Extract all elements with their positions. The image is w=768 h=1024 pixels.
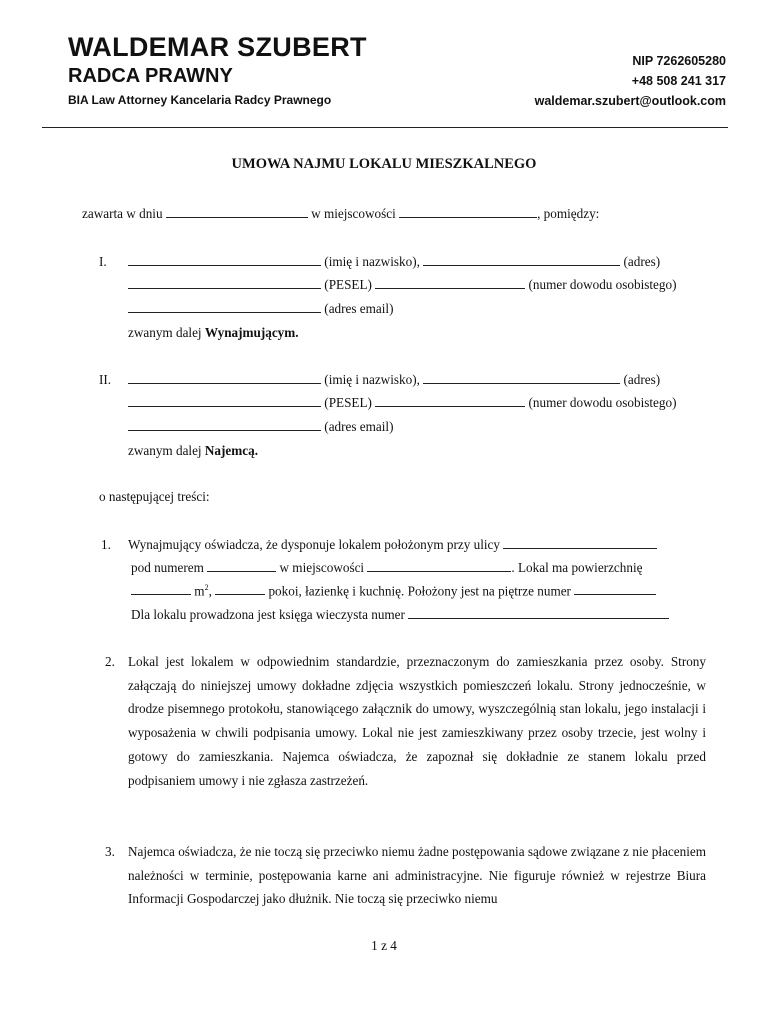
called-prefix: zwanym dalej [128, 325, 202, 340]
email-address: waldemar.szubert@outlook.com [534, 94, 726, 108]
street-blank[interactable] [503, 539, 657, 549]
page-number: 1 z 4 [371, 938, 397, 953]
intro-place-label: w miejscowości [311, 206, 396, 221]
clause1-line3 [131, 583, 656, 599]
called-prefix: zwanym dalej [128, 443, 202, 458]
email-label: (adres email) [324, 301, 394, 316]
clause1-land-register-text: Dla lokalu prowadzona jest księga wieczysta numer [131, 607, 405, 622]
address-blank[interactable] [423, 374, 620, 384]
content-intro: o następującej treści: [99, 489, 210, 504]
intro-date-label: zawarta w dniu [82, 206, 163, 221]
party-pesel-line [128, 395, 677, 411]
nip-number: NIP 7262605280 [632, 54, 726, 68]
email-blank[interactable] [128, 303, 321, 313]
area-unit: m [194, 583, 205, 599]
party-role-name: Najemcą. [204, 443, 258, 458]
party-pesel-line [128, 277, 677, 293]
id-blank[interactable] [375, 397, 525, 407]
id-label: (numer dowodu osobistego) [528, 395, 677, 410]
date-blank[interactable] [166, 208, 308, 218]
clause-number: 1. [101, 537, 111, 552]
pesel-label: (PESEL) [324, 395, 372, 410]
clause1-number-text: pod numerem [131, 560, 204, 575]
pesel-blank[interactable] [128, 397, 321, 407]
clause3-text: Najemca oświadcza, że nie toczą się przeciwko niemu żadne postępowania sądowe związane z nie płaceniem należności w terminie, postępowania karne ani administracyjne. Nie figuruje również w rejestrze Biura Informacji Gospodarczej jako dłużnik. Nie toczą się przeciwko niemu [128, 844, 706, 907]
rooms-blank[interactable] [215, 585, 265, 595]
address-label: (adres) [623, 254, 661, 269]
lawyer-name: WALDEMAR SZUBERT [68, 32, 367, 62]
name-blank[interactable] [128, 256, 321, 266]
clause1-line1 [128, 537, 657, 553]
clause1-line4 [131, 607, 669, 623]
clause2-text: Lokal jest lokalem w odpowiednim standardzie, przeznaczonym do zamieszkania przez osoby. Strony załączają do niniejszej umowy dokładne zdjęcia wszystkich pomieszczeń lokalu. Strony jednocześnie, w drodze pisemnego protokołu, stanowiącego załącznik do umowy, wyszczególnią stan lokalu, jego instalacji i wyposażenia w chwili podpisania umowy. Lokal nie jest zamieszkiwany przez osoby trzecie, jest wolny i gotowy do zamieszkania. Najemca oświadcza, że zapoznał się dokładnie ze stanem lokalu przed podpisaniem umowy i nie zgłasza zastrzeżeń. [128, 654, 706, 788]
lawyer-title: RADCA PRAWNY [68, 65, 233, 87]
clause1-rooms-text: pokoi, łazienkę i kuchnię. Położony jest na piętrze numer [268, 583, 571, 599]
comma: , [208, 583, 212, 599]
name-blank[interactable] [128, 374, 321, 384]
town-blank[interactable] [367, 562, 511, 572]
party-email-line [128, 419, 394, 435]
firm-name: BIA Law Attorney Kancelaria Radcy Prawnego [68, 93, 332, 107]
email-label: (adres email) [324, 419, 394, 434]
name-label: (imię i nazwisko), [324, 372, 420, 387]
area-blank[interactable] [131, 585, 191, 595]
address-label: (adres) [623, 372, 661, 387]
header-divider [42, 127, 728, 128]
intro-line [82, 206, 599, 222]
house-number-blank[interactable] [207, 562, 276, 572]
party-role-name: Wynajmującym. [204, 325, 299, 340]
pesel-blank[interactable] [128, 279, 321, 289]
party-called-line [128, 443, 258, 459]
id-blank[interactable] [375, 279, 525, 289]
party-email-line [128, 301, 394, 317]
name-label: (imię i nazwisko), [324, 254, 420, 269]
clause-number: 3. [105, 844, 115, 859]
place-blank[interactable] [399, 208, 537, 218]
floor-blank[interactable] [574, 585, 656, 595]
party-numeral: I. [99, 254, 107, 269]
contact-block [535, 51, 726, 111]
address-blank[interactable] [423, 256, 620, 266]
land-register-blank[interactable] [408, 609, 669, 619]
email-blank[interactable] [128, 421, 321, 431]
clause-number: 2. [105, 654, 115, 669]
clause1-area-text: . Lokal ma powierzchnię [511, 560, 643, 575]
document-title: UMOWA NAJMU LOKALU MIESZKALNEGO [231, 156, 537, 172]
area-unit-exponent: 2 [204, 583, 209, 592]
id-label: (numer dowodu osobistego) [528, 277, 677, 292]
clause1-town-text: w miejscowości [279, 560, 365, 575]
party-name-line [128, 254, 660, 270]
party-called-line [128, 325, 299, 341]
party-numeral: II. [99, 372, 112, 387]
pesel-label: (PESEL) [324, 277, 372, 292]
intro-between-label: , pomiędzy: [537, 206, 600, 221]
clause1-line2 [131, 560, 642, 576]
clause1-street-text: Wynajmujący oświadcza, że dysponuje lokalem położonym przy ulicy [128, 537, 501, 552]
phone-number: +48 508 241 317 [631, 74, 726, 88]
letterhead [0, 0, 768, 130]
party-name-line [128, 372, 660, 388]
